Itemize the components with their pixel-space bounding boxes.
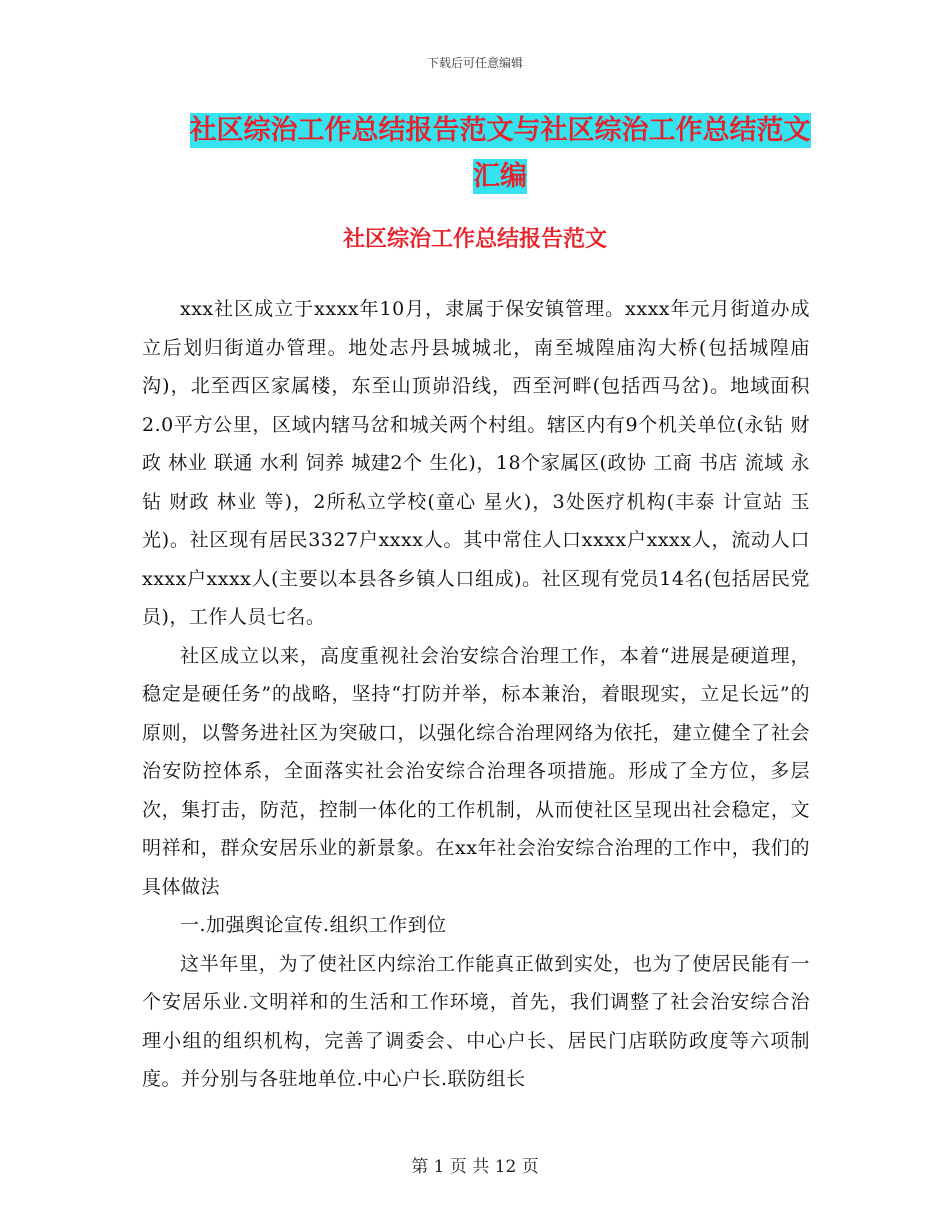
paragraph-4: 这半年里，为了使社区内综治工作能真正做到实处，也为了使居民能有一个安居乐业.文明祥和的生活和工作环境，首先，我们调整了社会治安综合治理小组的组织机构，完善了调委会、中心户长、居民门店联防政度等六项制度。并分别与各驻地单位.中心户长.联防组长 <box>142 952 810 1090</box>
paragraph-1: xxx社区成立于xxxx年10月，隶属于保安镇管理。xxxx年元月街道办成立后划归街道办管理。地处志丹县城城北，南至城隍庙沟大桥(包括城隍庙沟)，北至西区家属楼，东至山顶峁沿线，西至河畔(包括西马岔)。地域面积2.0平方公里，区域内辖马岔和城关两个村组。辖区内有9个机关单位(永钻 财政 林业 联通 水利 饲养 城建2个 生化)，18个家属区(政协 工商 书店 流域 永钻 财政 林业 等)，2所私立学校(童心 星火)，3处医疗机构(丰泰 计宣站 玉光)。社区现有居民3327户xxxx人。其中常住人口xxxx户xxxx人，流动人口xxxx户xxxx人(主要以本县各乡镇人口组成)。社区现有党员14名(包括居民党员)，工作人员七名。 <box>142 298 810 628</box>
section-title: 社区综治工作总结报告范文 <box>342 227 607 252</box>
paragraph-2: 社区成立以来，高度重视社会治安综合治理工作，本着“进展是硬道理，稳定是硬任务”的战略，坚持“打防并举，标本兼治，着眼现实，立足长远”的原则，以警务进社区为突破口，以强化综合治理网络为依托，建立健全了社会治安防控体系，全面落实社会治安综合治理各项措施。形成了全方位，多层次，集打击，防范，控制一体化的工作机制，从而使社区呈现出社会稳定，文明祥和，群众安居乐业的新景象。在xx年社会治安综合治理的工作中，我们的具体做法 <box>142 644 810 898</box>
page-footer: 第 1 页 共 12 页 <box>411 1157 539 1177</box>
page-header-note: 下载后可任意编辑 <box>426 56 523 70</box>
document-title <box>150 108 850 200</box>
document-body <box>142 290 810 1099</box>
document-title-line-1: 社区综治工作总结报告范文与社区综治工作总结范文 <box>189 115 811 146</box>
paragraph-3-heading: 一.加强舆论宣传.组织工作到位 <box>180 914 447 936</box>
document-title-line-2: 汇编 <box>473 161 527 192</box>
